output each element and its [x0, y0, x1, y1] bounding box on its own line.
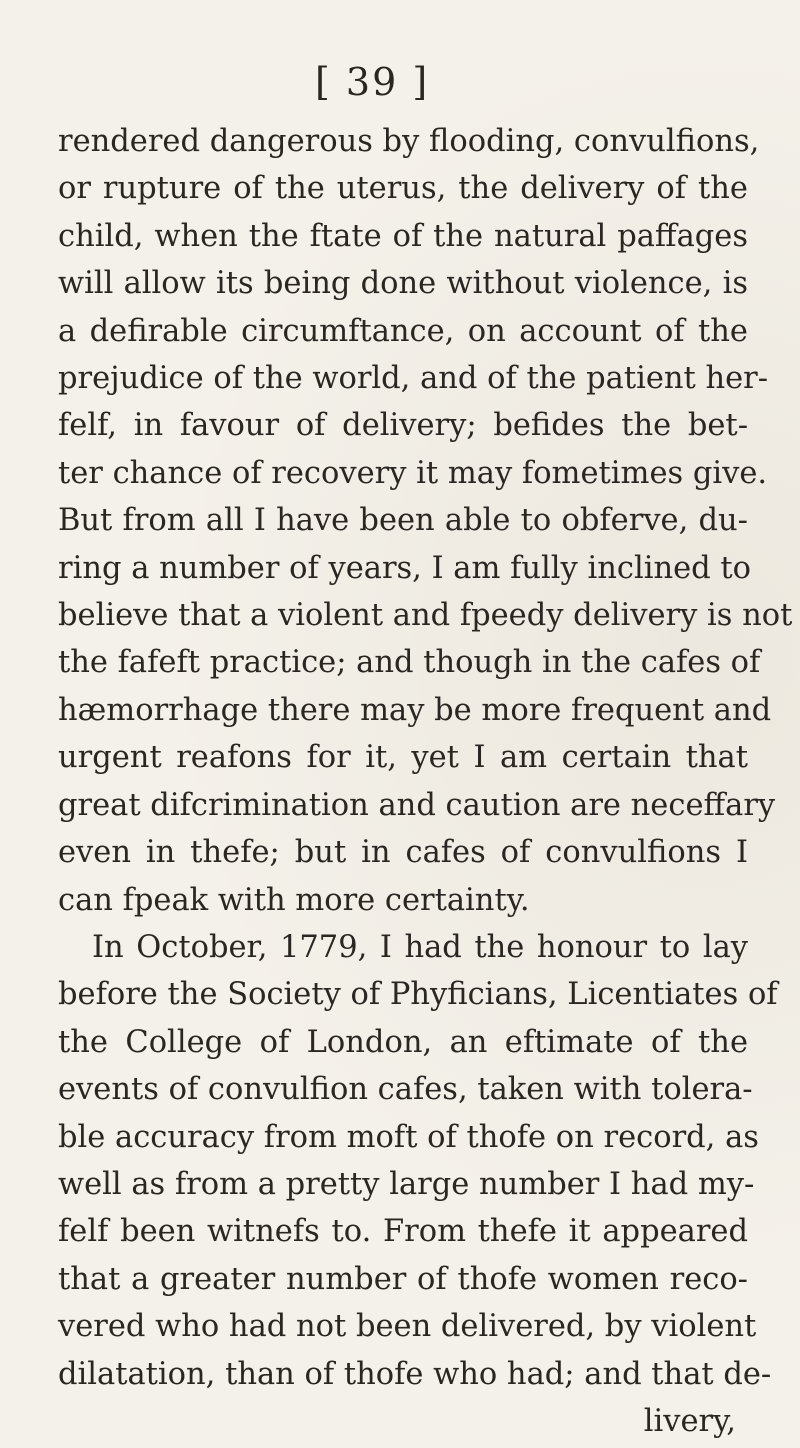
text-line: ble accuracy from moft of thofe on record, as	[58, 1119, 759, 1155]
text-line: hæmorrhage there may be more frequent and	[58, 692, 772, 728]
text-line: believe that a violent and fpeedy delivery is not	[58, 598, 793, 634]
text-line: In October, 1779, I had the honour to lay	[92, 929, 748, 965]
text-line: great difcrimination and caution are neceffary	[58, 787, 776, 823]
text-line: will allow its being done without violence, is	[58, 266, 748, 302]
text-line: the fafeft practice; and though in the cafes of	[58, 645, 761, 681]
text-line: that a greater number of thofe women reco-	[58, 1261, 748, 1297]
text-line: But from all I have been able to obferve, du-	[58, 503, 748, 539]
text-line: dilatation, than of thofe who had; and that de-	[58, 1356, 772, 1392]
text-line: or rupture of the uterus, the delivery of the	[58, 171, 748, 207]
text-line: felf been witnefs to. From thefe it appeared	[58, 1214, 748, 1250]
text-line: felf, in favour of delivery; befides the bet-	[58, 408, 748, 444]
text-line: a defirable circumftance, on account of the	[58, 313, 748, 349]
text-line: ring a number of years, I am fully inclined to	[58, 550, 751, 586]
text-line: even in thefe; but in cafes of convulfions I	[58, 835, 748, 871]
text-line: rendered dangerous by flooding, convulfions,	[58, 124, 760, 159]
body-text	[58, 118, 793, 1445]
text-line: urgent reafons for it, yet I am certain that	[58, 740, 748, 776]
text-line: before the Society of Phyficians, Licentiates of	[58, 977, 778, 1013]
text-line: ter chance of recovery it may fometimes give.	[58, 455, 768, 491]
text-line: can fpeak with more certainty.	[58, 882, 530, 918]
page-number: [ 39 ]	[315, 60, 430, 104]
text-line: the College of London, an eftimate of the	[58, 1024, 748, 1060]
text-line: vered who had not been delivered, by violent	[58, 1309, 757, 1345]
text-line: prejudice of the world, and of the patient her-	[58, 361, 769, 397]
text-line: well as from a pretty large number I had my-	[58, 1166, 755, 1202]
catchword: livery,	[643, 1403, 736, 1439]
text-line: events of convulfion cafes, taken with tolera-	[58, 1072, 753, 1108]
text-line: child, when the ftate of the natural paffages	[58, 218, 748, 254]
